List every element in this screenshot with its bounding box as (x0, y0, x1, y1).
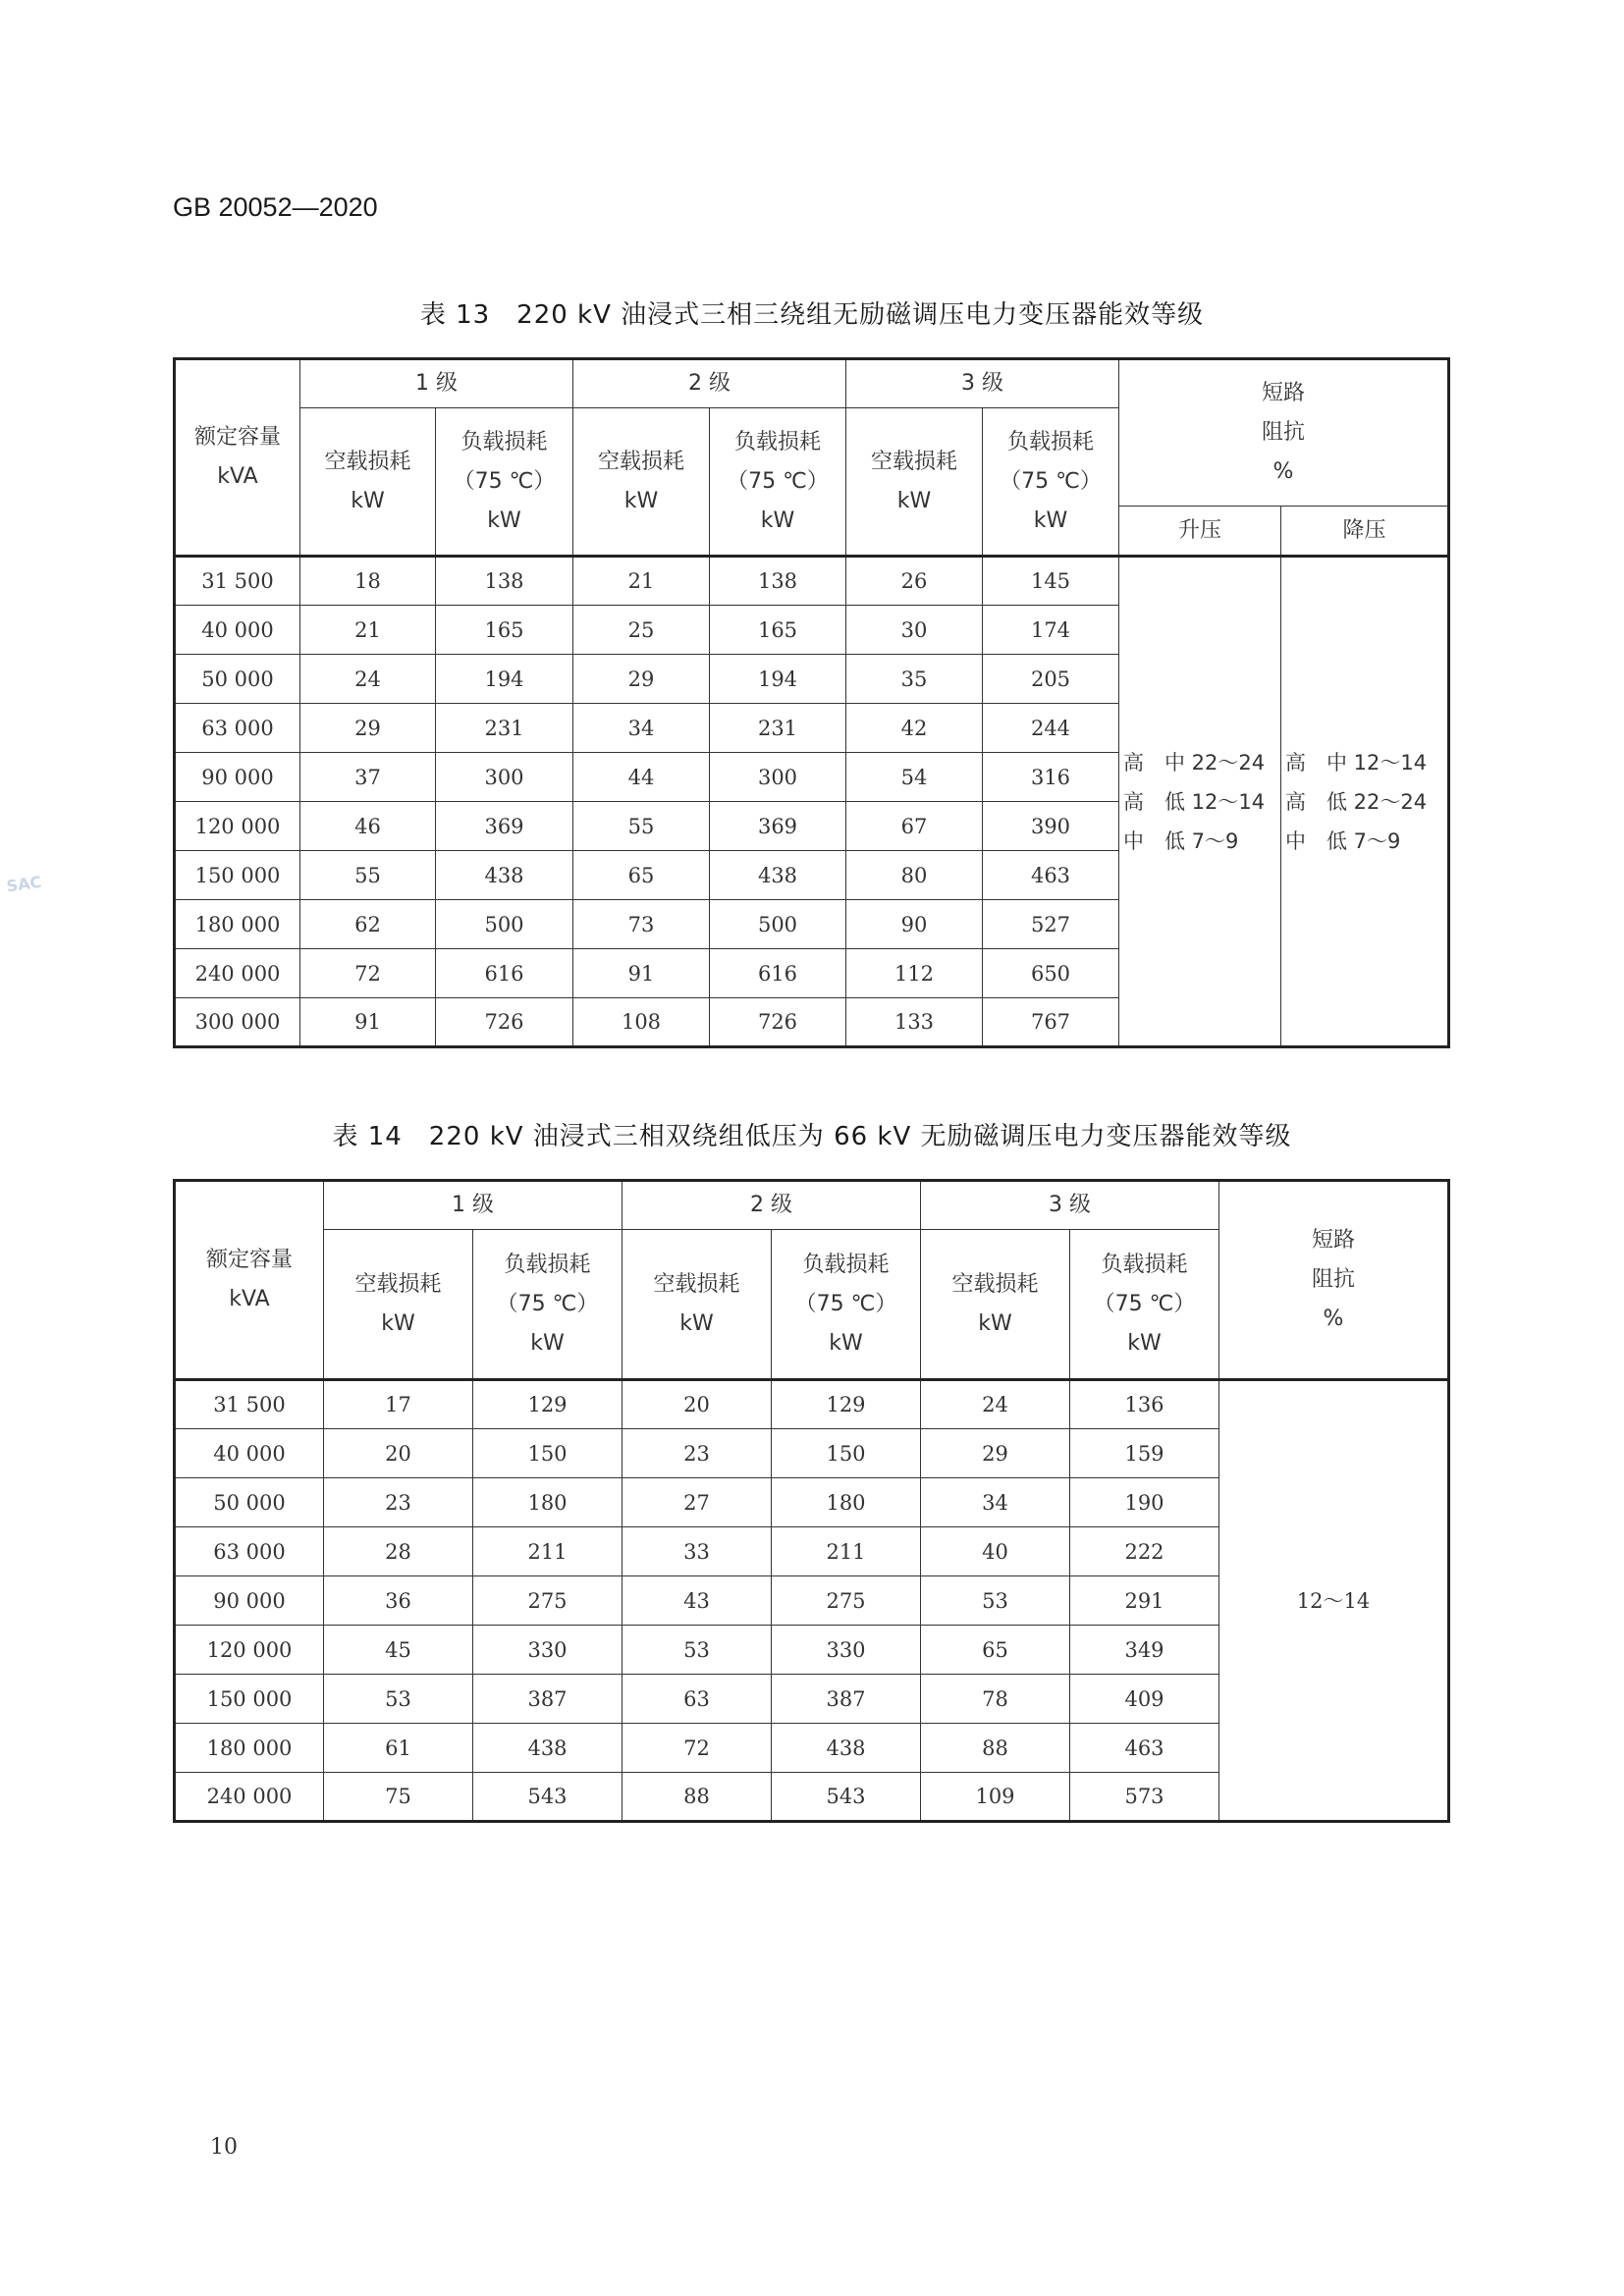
capacity-cell: 40 000 (175, 1429, 324, 1478)
header-load-loss: 负载损耗 （75 ℃） kW (983, 408, 1119, 557)
impedance-line: 高 低 12～14 (1123, 789, 1266, 814)
value-cell: 53 (921, 1576, 1070, 1626)
value-cell: 45 (324, 1626, 473, 1675)
value-cell: 616 (710, 949, 846, 998)
capacity-cell: 120 000 (175, 1626, 324, 1675)
value-cell: 767 (983, 998, 1119, 1047)
value-cell: 34 (921, 1478, 1070, 1527)
value-cell: 72 (623, 1724, 772, 1773)
value-cell: 133 (846, 998, 983, 1047)
value-cell: 34 (573, 704, 710, 753)
value-cell: 222 (1070, 1527, 1219, 1576)
capacity-cell: 50 000 (175, 1478, 324, 1527)
value-cell: 29 (573, 655, 710, 704)
value-cell: 37 (300, 753, 436, 802)
capacity-cell: 40 000 (175, 606, 300, 655)
value-cell: 543 (473, 1773, 623, 1822)
value-cell: 316 (983, 753, 1119, 802)
value-cell: 61 (324, 1724, 473, 1773)
capacity-cell: 240 000 (175, 1773, 324, 1822)
capacity-cell: 150 000 (175, 851, 300, 900)
value-cell: 36 (324, 1576, 473, 1626)
impedance-line: 高 低 22～24 (1285, 789, 1428, 814)
header-no-load-loss: 空载损耗 kW (324, 1230, 473, 1380)
capacity-cell: 63 000 (175, 1527, 324, 1576)
value-cell: 165 (436, 606, 573, 655)
value-cell: 54 (846, 753, 983, 802)
header-grade-2: 2 级 (573, 359, 846, 408)
value-cell: 138 (436, 557, 573, 606)
header-load-loss: 负载损耗 （75 ℃） kW (772, 1230, 921, 1380)
value-cell: 330 (473, 1626, 623, 1675)
value-cell: 80 (846, 851, 983, 900)
table14-caption: 表 14 220 kV 油浸式三相双绕组低压为 66 kV 无励磁调压电力变压器能效等级 (332, 1122, 1292, 1151)
value-cell: 91 (573, 949, 710, 998)
value-cell: 543 (772, 1773, 921, 1822)
value-cell: 53 (623, 1626, 772, 1675)
value-cell: 53 (324, 1675, 473, 1724)
impedance-line: 中 低 7～9 (1123, 828, 1239, 853)
header-grade-1: 1 级 (324, 1181, 623, 1230)
impedance-line: 高 中 12～14 (1285, 750, 1428, 774)
header-no-load-loss: 空载损耗 kW (573, 408, 710, 557)
value-cell: 136 (1070, 1380, 1219, 1429)
value-cell: 109 (921, 1773, 1070, 1822)
header-rated-capacity: 额定容量 kVA (175, 1181, 324, 1380)
document-header: GB 20052—2020 (173, 192, 378, 222)
value-cell: 46 (300, 802, 436, 851)
value-cell: 30 (846, 606, 983, 655)
value-cell: 211 (473, 1527, 623, 1576)
value-cell: 150 (473, 1429, 623, 1478)
value-cell: 330 (772, 1626, 921, 1675)
header-rated-capacity: 额定容量 kVA (175, 359, 300, 557)
value-cell: 349 (1070, 1626, 1219, 1675)
value-cell: 275 (473, 1576, 623, 1626)
value-cell: 174 (983, 606, 1119, 655)
value-cell: 63 (623, 1675, 772, 1724)
value-cell: 91 (300, 998, 436, 1047)
value-cell: 55 (300, 851, 436, 900)
value-cell: 180 (772, 1478, 921, 1527)
value-cell: 500 (436, 900, 573, 949)
header-no-load-loss: 空载损耗 kW (300, 408, 436, 557)
table-row (175, 1380, 1449, 1429)
table-row (175, 557, 1449, 606)
header-grade-3: 3 级 (921, 1181, 1219, 1230)
header-grade-3: 3 级 (846, 359, 1119, 408)
capacity-cell: 50 000 (175, 655, 300, 704)
value-cell: 55 (573, 802, 710, 851)
value-cell: 275 (772, 1576, 921, 1626)
value-cell: 194 (436, 655, 573, 704)
capacity-cell: 240 000 (175, 949, 300, 998)
value-cell: 211 (772, 1527, 921, 1576)
value-cell: 438 (473, 1724, 623, 1773)
value-cell: 43 (623, 1576, 772, 1626)
capacity-cell: 90 000 (175, 1576, 324, 1626)
value-cell: 650 (983, 949, 1119, 998)
value-cell: 244 (983, 704, 1119, 753)
value-cell: 463 (1070, 1724, 1219, 1773)
value-cell: 21 (300, 606, 436, 655)
value-cell: 28 (324, 1527, 473, 1576)
value-cell: 23 (324, 1478, 473, 1527)
value-cell: 18 (300, 557, 436, 606)
header-no-load-loss: 空载损耗 kW (921, 1230, 1070, 1380)
value-cell: 29 (300, 704, 436, 753)
step-up-impedance-cell (1119, 557, 1281, 1047)
value-cell: 25 (573, 606, 710, 655)
header-impedance: 短路 阻抗 % (1119, 359, 1449, 507)
value-cell: 20 (324, 1429, 473, 1478)
value-cell: 65 (573, 851, 710, 900)
value-cell: 409 (1070, 1675, 1219, 1724)
capacity-cell: 31 500 (175, 557, 300, 606)
value-cell: 527 (983, 900, 1119, 949)
value-cell: 72 (300, 949, 436, 998)
value-cell: 500 (710, 900, 846, 949)
table14 (173, 1179, 1450, 1823)
header-load-loss: 负载损耗 （75 ℃） kW (473, 1230, 623, 1380)
value-cell: 44 (573, 753, 710, 802)
header-grade-2: 2 级 (623, 1181, 921, 1230)
value-cell: 180 (473, 1478, 623, 1527)
value-cell: 35 (846, 655, 983, 704)
value-cell: 369 (710, 802, 846, 851)
header-load-loss: 负载损耗 （75 ℃） kW (436, 408, 573, 557)
value-cell: 616 (436, 949, 573, 998)
value-cell: 194 (710, 655, 846, 704)
value-cell: 24 (921, 1380, 1070, 1429)
value-cell: 231 (710, 704, 846, 753)
value-cell: 26 (846, 557, 983, 606)
value-cell: 231 (436, 704, 573, 753)
value-cell: 65 (921, 1626, 1070, 1675)
page-number: 10 (210, 2135, 238, 2160)
value-cell: 17 (324, 1380, 473, 1429)
value-cell: 726 (710, 998, 846, 1047)
value-cell: 73 (573, 900, 710, 949)
value-cell: 21 (573, 557, 710, 606)
value-cell: 33 (623, 1527, 772, 1576)
capacity-cell: 63 000 (175, 704, 300, 753)
header-grade-1: 1 级 (300, 359, 573, 408)
value-cell: 190 (1070, 1478, 1219, 1527)
value-cell: 129 (473, 1380, 623, 1429)
value-cell: 88 (623, 1773, 772, 1822)
value-cell: 90 (846, 900, 983, 949)
value-cell: 29 (921, 1429, 1070, 1478)
value-cell: 112 (846, 949, 983, 998)
value-cell: 20 (623, 1380, 772, 1429)
header-no-load-loss: 空载损耗 kW (623, 1230, 772, 1380)
value-cell: 438 (772, 1724, 921, 1773)
header-impedance: 短路 阻抗 % (1219, 1181, 1449, 1380)
value-cell: 138 (710, 557, 846, 606)
step-down-impedance-cell (1281, 557, 1449, 1047)
value-cell: 165 (710, 606, 846, 655)
value-cell: 369 (436, 802, 573, 851)
capacity-cell: 180 000 (175, 900, 300, 949)
capacity-cell: 120 000 (175, 802, 300, 851)
value-cell: 390 (983, 802, 1119, 851)
value-cell: 300 (710, 753, 846, 802)
impedance-line: 高 中 22～24 (1123, 750, 1266, 774)
capacity-cell: 300 000 (175, 998, 300, 1047)
value-cell: 42 (846, 704, 983, 753)
value-cell: 129 (772, 1380, 921, 1429)
value-cell: 67 (846, 802, 983, 851)
value-cell: 150 (772, 1429, 921, 1478)
value-cell: 387 (473, 1675, 623, 1724)
value-cell: 159 (1070, 1429, 1219, 1478)
value-cell: 438 (710, 851, 846, 900)
value-cell: 205 (983, 655, 1119, 704)
header-step-down: 降压 (1281, 507, 1449, 557)
header-load-loss: 负载损耗 （75 ℃） kW (1070, 1230, 1219, 1380)
value-cell: 75 (324, 1773, 473, 1822)
value-cell: 108 (573, 998, 710, 1047)
capacity-cell: 31 500 (175, 1380, 324, 1429)
value-cell: 24 (300, 655, 436, 704)
value-cell: 291 (1070, 1576, 1219, 1626)
value-cell: 23 (623, 1429, 772, 1478)
table13 (173, 357, 1450, 1048)
value-cell: 88 (921, 1724, 1070, 1773)
header-step-up: 升压 (1119, 507, 1281, 557)
sac-watermark-logo: SAC (5, 872, 43, 896)
value-cell: 62 (300, 900, 436, 949)
table13-caption: 表 13 220 kV 油浸式三相三绕组无励磁调压电力变压器能效等级 (419, 300, 1205, 330)
value-cell: 463 (983, 851, 1119, 900)
value-cell: 27 (623, 1478, 772, 1527)
impedance-value-cell: 12～14 (1219, 1380, 1449, 1822)
value-cell: 438 (436, 851, 573, 900)
value-cell: 300 (436, 753, 573, 802)
value-cell: 145 (983, 557, 1119, 606)
value-cell: 387 (772, 1675, 921, 1724)
capacity-cell: 180 000 (175, 1724, 324, 1773)
impedance-line: 中 低 7～9 (1285, 828, 1401, 853)
value-cell: 40 (921, 1527, 1070, 1576)
capacity-cell: 150 000 (175, 1675, 324, 1724)
header-load-loss: 负载损耗 （75 ℃） kW (710, 408, 846, 557)
value-cell: 573 (1070, 1773, 1219, 1822)
header-no-load-loss: 空载损耗 kW (846, 408, 983, 557)
capacity-cell: 90 000 (175, 753, 300, 802)
value-cell: 78 (921, 1675, 1070, 1724)
value-cell: 726 (436, 998, 573, 1047)
